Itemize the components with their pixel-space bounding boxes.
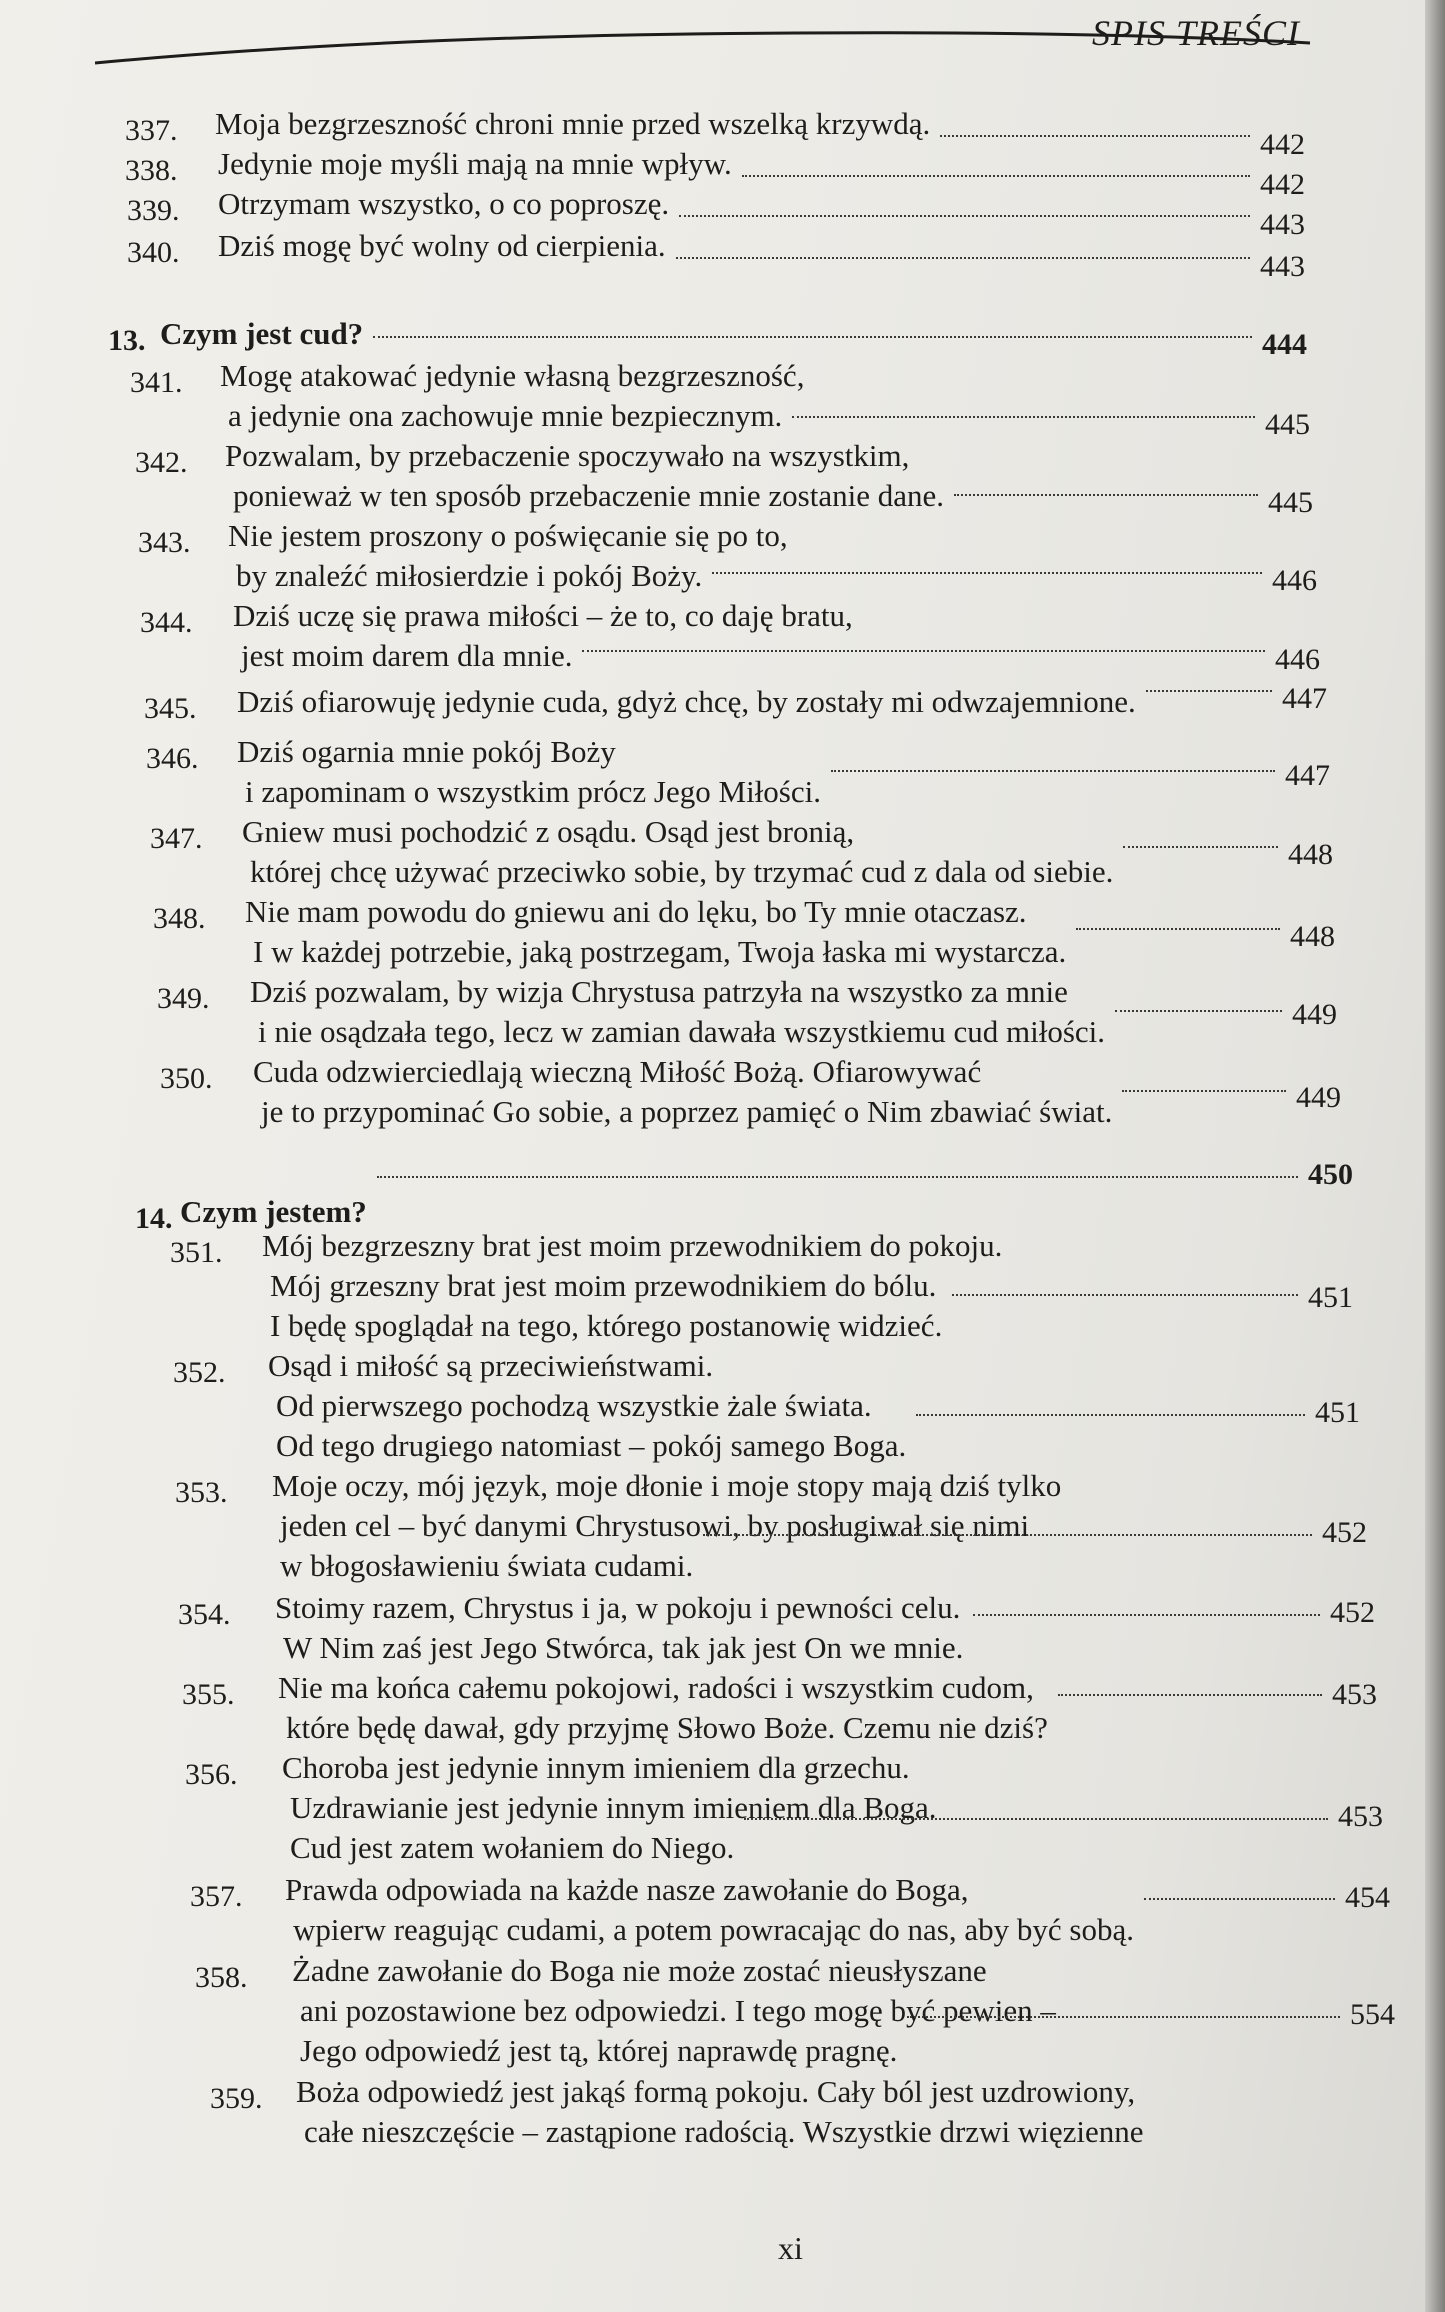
entry-number: 353.: [175, 1476, 228, 1509]
entry-title-line: Stoimy razem, Chrystus i ja, w pokoju i pewności celu.: [275, 1590, 961, 1625]
page-number: 452: [1322, 1516, 1367, 1549]
page-folio: xi: [778, 2230, 803, 2266]
entry-title-line: jeden cel – być danymi Chrystusowi, by posługiwał się nimi: [280, 1508, 1030, 1543]
dot-leader: [676, 257, 1250, 259]
entry-number: 340.: [127, 236, 180, 269]
entry-title-line: całe nieszczęście – zastąpione radością. Wszystkie drzwi więzienne: [304, 2114, 1144, 2149]
dot-leader: [831, 770, 1275, 772]
entry-title-line: W Nim zaś jest Jego Stwórca, tak jak jest On we mnie.: [283, 1630, 964, 1665]
entry-number: 357.: [190, 1880, 243, 1913]
entry-title-line: Od pierwszego pochodzą wszystkie żale świata.: [276, 1388, 872, 1423]
dot-leader: [952, 1294, 1298, 1296]
entry-title-line: i zapominam o wszystkim prócz Jego Miłości.: [245, 774, 821, 809]
entry-title-line: Prawda odpowiada na każde nasze zawołanie do Boga,: [285, 1872, 969, 1907]
entry-title-line: je to przypominać Go sobie, a poprzez pamięć o Nim zbawiać świat.: [261, 1094, 1113, 1129]
entry-number: 355.: [182, 1678, 235, 1711]
entry-title-line: Dziś mogę być wolny od cierpienia.: [218, 228, 666, 263]
dot-leader: [373, 336, 1252, 338]
entry-title-line: I w każdej potrzebie, jaką postrzegam, Twoja łaska mi wystarcza.: [253, 934, 1067, 969]
page-number: 443: [1260, 208, 1305, 241]
dot-leader: [679, 215, 1250, 217]
entry-number: 348.: [153, 902, 206, 935]
entry-number: 344.: [140, 606, 193, 639]
entry-number: 352.: [173, 1356, 226, 1389]
entry-number: 346.: [146, 742, 199, 775]
entry-title-line: Mogę atakować jedynie własną bezgrzeszność,: [220, 358, 805, 393]
page-number: 448: [1290, 920, 1335, 953]
entry-number: 351.: [170, 1236, 223, 1269]
page-number: 449: [1296, 1081, 1341, 1114]
running-head: SPIS TREŚCI: [1092, 13, 1300, 53]
entry-number: 358.: [195, 1961, 248, 1994]
entry-number: 341.: [130, 366, 183, 399]
entry-title-line: Jego odpowiedź jest tą, której naprawdę pragnę.: [300, 2033, 898, 2068]
entry-title-line: Czym jest cud?: [160, 316, 364, 351]
entry-title-line: Moje oczy, mój język, moje dłonie i moje stopy mają dziś tylko: [272, 1468, 1062, 1503]
page-number: 442: [1260, 168, 1305, 201]
entry-title-line: Czym jestem?: [180, 1194, 367, 1229]
dot-leader: [1144, 1898, 1335, 1900]
dot-leader: [703, 1534, 1312, 1536]
dot-leader: [954, 494, 1258, 496]
entry-number: 347.: [150, 822, 203, 855]
entry-title-line: by znaleźć miłosierdzie i pokój Boży.: [236, 558, 703, 593]
page-number: 452: [1330, 1596, 1375, 1629]
entry-title-line: Cud jest zatem wołaniem do Niego.: [290, 1830, 735, 1865]
page-number: 450: [1308, 1158, 1353, 1191]
dot-leader: [1058, 1694, 1322, 1696]
dot-leader: [973, 1614, 1320, 1616]
page-number: 443: [1260, 250, 1305, 283]
entry-title-line: Od tego drugiego natomiast – pokój samego Boga.: [276, 1428, 907, 1463]
entry-number: 349.: [157, 982, 210, 1015]
entry-title-line: Mój grzeszny brat jest moim przewodnikiem do bólu.: [270, 1268, 937, 1303]
entry-title-line: ani pozostawione bez odpowiedzi. I tego mogę być pewien –: [300, 1993, 1056, 2028]
entry-title-line: Mój bezgrzeszny brat jest moim przewodnikiem do pokoju.: [262, 1228, 1003, 1263]
entry-title-line: i nie osądzała tego, lecz w zamian dawała wszystkiemu cud miłości.: [258, 1014, 1106, 1049]
entry-title-line: Dziś pozwalam, by wizja Chrystusa patrzyła na wszystko za mnie: [250, 974, 1068, 1009]
entry-title-line: Dziś ofiarowuję jedynie cuda, gdyż chcę, by zostały mi odwzajemnione.: [237, 684, 1136, 719]
entry-number: 337.: [125, 114, 178, 147]
entry-title-line: Nie jestem proszony o poświęcanie się po to,: [228, 518, 788, 553]
entry-title-line: Nie mam powodu do gniewu ani do lęku, bo Ty mnie otaczasz.: [245, 894, 1027, 929]
entry-title-line: wpierw reagując cudami, a potem powracając do nas, aby być sobą.: [293, 1912, 1134, 1947]
entry-title-line: Nie ma końca całemu pokojowi, radości i wszystkim cudom,: [278, 1670, 1034, 1705]
page-number: 446: [1272, 564, 1317, 597]
entry-number: 356.: [185, 1758, 238, 1791]
page-number: 446: [1275, 643, 1320, 676]
entry-title-line: Jedynie moje myśli mają na mnie wpływ.: [218, 146, 732, 181]
entry-title-line: Pozwalam, by przebaczenie spoczywało na wszystkim,: [225, 438, 910, 473]
entry-number: 342.: [135, 446, 188, 479]
entry-title-line: Boża odpowiedź jest jakąś formą pokoju. Cały ból jest uzdrowiony,: [296, 2074, 1136, 2109]
page-number: 451: [1315, 1396, 1360, 1429]
dot-leader: [742, 175, 1250, 177]
dot-leader: [1146, 690, 1272, 692]
dot-leader: [916, 1414, 1305, 1416]
entry-title-line: a jedynie ona zachowuje mnie bezpiecznym.: [228, 398, 783, 433]
entry-title-line: Dziś uczę się prawa miłości – że to, co daję bratu,: [233, 598, 853, 633]
page-number: 451: [1308, 1281, 1353, 1314]
page-number: 448: [1288, 838, 1333, 871]
dot-leader: [712, 572, 1262, 574]
entry-number: 354.: [178, 1598, 231, 1631]
dot-leader: [1123, 846, 1278, 848]
dot-leader: [377, 1176, 1298, 1178]
dot-leader: [1115, 1010, 1282, 1012]
page-number: 453: [1338, 1800, 1383, 1833]
entry-title-line: Otrzymam wszystko, o co poproszę.: [218, 186, 670, 221]
page-edge: [1425, 0, 1445, 2312]
page-number: 453: [1332, 1678, 1377, 1711]
page-number: 554: [1350, 1998, 1395, 2031]
entry-number: 359.: [210, 2082, 263, 2115]
page-number: 445: [1268, 486, 1313, 519]
dot-leader: [792, 416, 1255, 418]
dot-leader: [744, 1818, 1328, 1820]
page-number: 449: [1292, 998, 1337, 1031]
entry-title-line: Uzdrawianie jest jedynie innym imieniem dla Boga.: [290, 1790, 937, 1825]
entry-title-line: Żadne zawołanie do Boga nie może zostać nieusłyszane: [292, 1953, 987, 1988]
entry-title-line: której chcę używać przeciwko sobie, by trzymać cud z dala od siebie.: [250, 854, 1114, 889]
page-number: 454: [1345, 1881, 1390, 1914]
entry-number: 14.: [135, 1202, 173, 1235]
entry-title-line: ponieważ w ten sposób przebaczenie mnie zostanie dane.: [233, 478, 944, 513]
page-number: 445: [1265, 408, 1310, 441]
dot-leader: [940, 135, 1250, 137]
entry-title-line: Moja bezgrzeszność chroni mnie przed wszelką krzywdą.: [215, 106, 931, 141]
entry-title-line: Choroba jest jedynie innym imieniem dla grzechu.: [282, 1750, 910, 1785]
entry-number: 338.: [125, 154, 178, 187]
page-number: 447: [1285, 759, 1330, 792]
entry-title-line: Cuda odzwierciedlają wieczną Miłość Bożą. Ofiarowywać: [253, 1054, 982, 1089]
entry-title-line: Dziś ogarnia mnie pokój Boży: [237, 734, 616, 769]
entry-title-line: I będę spoglądał na tego, którego postanowię widzieć.: [270, 1308, 943, 1343]
entry-title-line: w błogosławieniu świata cudami.: [280, 1548, 694, 1583]
entry-number: 350.: [160, 1062, 213, 1095]
entry-title-line: Osąd i miłość są przeciwieństwami.: [268, 1348, 714, 1383]
dot-leader: [582, 650, 1265, 652]
page-number: 442: [1260, 128, 1305, 161]
dot-leader: [1076, 928, 1280, 930]
page-number: 444: [1262, 328, 1307, 361]
entry-number: 345.: [144, 692, 197, 725]
entry-number: 339.: [127, 194, 180, 227]
dot-leader: [1122, 1090, 1286, 1092]
dot-leader: [907, 2016, 1340, 2018]
page-number: 447: [1282, 682, 1327, 715]
entry-number: 343.: [138, 526, 191, 559]
entry-number: 13.: [108, 324, 146, 357]
entry-title-line: jest moim darem dla mnie.: [241, 638, 573, 673]
entry-title-line: które będę dawał, gdy przyjmę Słowo Boże. Czemu nie dziś?: [286, 1710, 1048, 1745]
entry-title-line: Gniew musi pochodzić z osądu. Osąd jest bronią,: [242, 814, 855, 849]
